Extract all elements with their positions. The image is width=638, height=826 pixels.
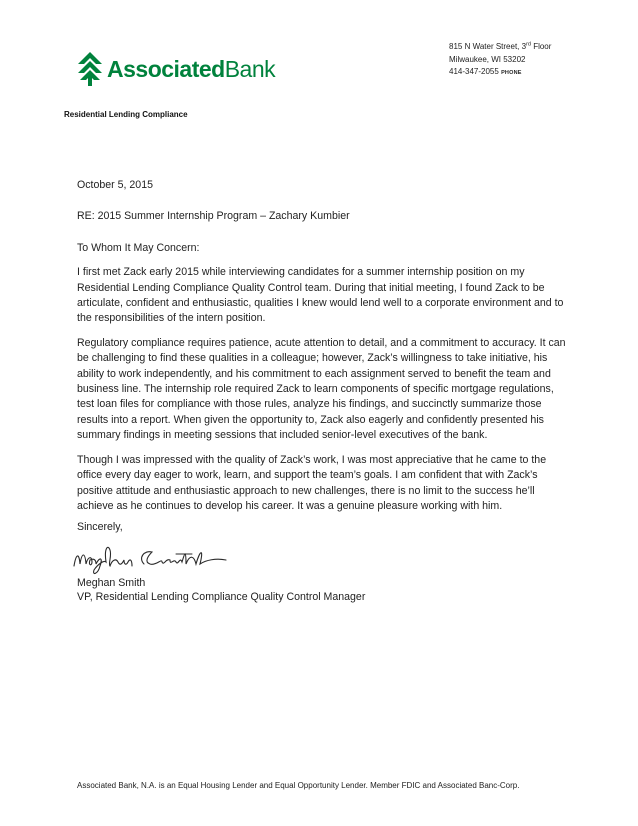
- address-phone: [449, 66, 551, 80]
- associated-bank-logo-icon: [76, 52, 104, 86]
- brand-wordmark: [107, 56, 275, 83]
- letter-paragraph-2: Regulatory compliance requires patience, acute attention to detail, and a commitment to accuracy. It can be challenging to find these qualities in a colleague; however, Zack’s willingness to take initiative, his ability to work independently, and his commitment to each assignment served to benefit the team and business line. The internship role required Zack to learn components of specific mortgage regulations, test loan files for compliance with those rules, analyze his findings, and succinctly summarize those results into a report. When given the opportunity to, Zack also eagerly and confidently presented his summary findings in meeting sessions that included senior-level executives of the bank.: [77, 336, 566, 442]
- signer-block: [77, 576, 365, 604]
- letter-paragraph-3: Though I was impressed with the quality of Zack’s work, I was most appreciative that he came to the office every day eager to work, learn, and support the team’s goals. I am confident that with Zack’s positive attitude and enthusiastic approach to new challenges, there is no limit to the success he’ll achieve as he continues to develop his career. It was a genuine pleasure working with him.: [77, 453, 547, 512]
- address-street-sup: rd: [526, 41, 531, 48]
- brand-name-bold: Associated: [107, 55, 225, 82]
- address-street-suffix: Floor: [530, 42, 552, 51]
- department-name: Residential Lending Compliance: [64, 110, 188, 119]
- address-city: Milwaukee, WI 53202: [449, 54, 526, 64]
- address-street-prefix: 815 N Water Street, 3: [449, 42, 527, 51]
- phone-number: 414-347-2055: [449, 67, 499, 76]
- signer-name: Meghan Smith: [77, 577, 146, 589]
- letter-date: October 5, 2015: [77, 179, 153, 191]
- letter-salutation: To Whom It May Concern:: [77, 241, 200, 254]
- brand-logo: [76, 50, 275, 88]
- address-street: [449, 41, 551, 54]
- letter-closing: Sincerely,: [77, 521, 123, 533]
- phone-label: PHONE: [501, 70, 522, 76]
- bank-address: [449, 41, 551, 80]
- letter-subject: RE: 2015 Summer Internship Program – Zachary Kumbier: [77, 210, 350, 223]
- letter-paragraph-1: I first met Zack early 2015 while interviewing candidates for a summer internship position on my Residential Lending Compliance Quality Control team. During that initial meeting, I found Zack to be articulate, confident and enthusiastic, qualities I knew would lend well to a corporate environment and to the responsibilities of the intern position.: [77, 266, 564, 325]
- signer-title: VP, Residential Lending Compliance Quality Control Manager: [77, 591, 366, 603]
- letter-body: [77, 178, 572, 523]
- brand-name-light: Bank: [224, 55, 276, 82]
- handwritten-signature: [70, 536, 240, 576]
- footer-disclaimer: Associated Bank, N.A. is an Equal Housing Lender and Equal Opportunity Lender. Member FDIC and Associated Banc-Corp.: [77, 781, 520, 790]
